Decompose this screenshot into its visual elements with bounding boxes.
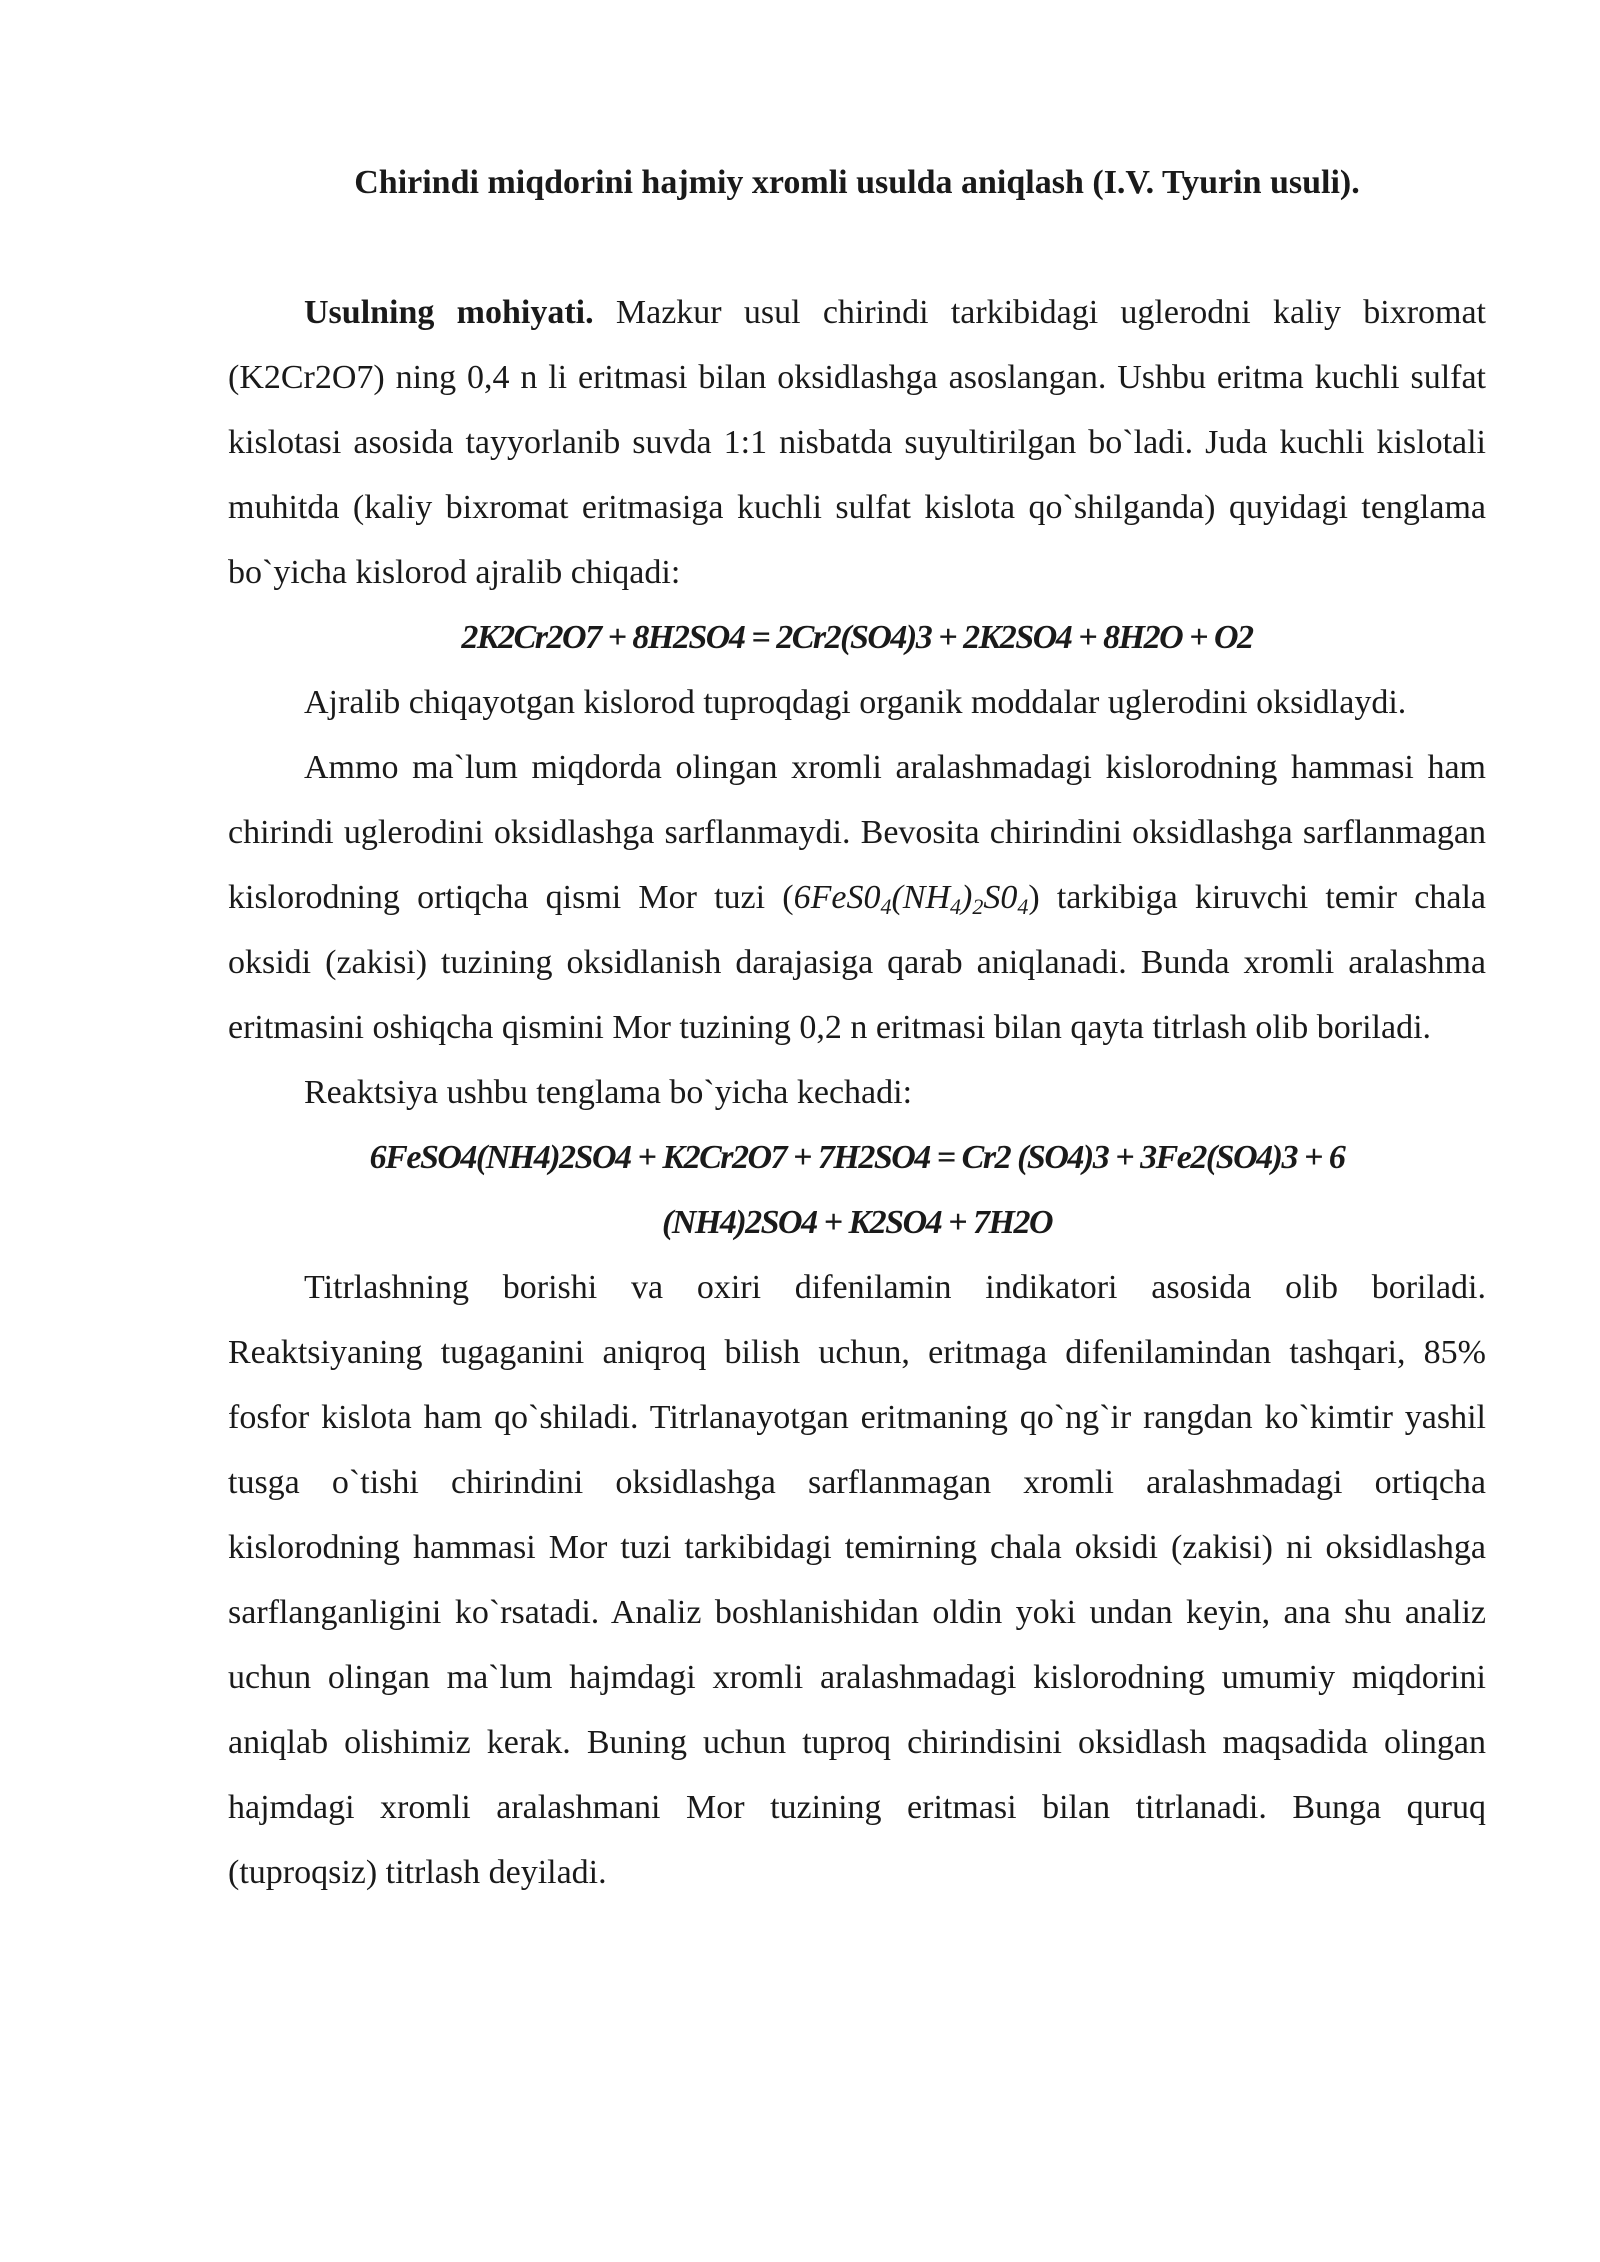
document-title: Chirindi miqdorini hajmiy xromli usulda aniqlash (I.V. Tyurin usuli). [354,164,1360,201]
paragraph-mor-salt [228,735,1486,1060]
paragraph-method-essence [228,280,1486,605]
paragraph-text: Mazkur usul chirindi tarkibidagi uglerodni kaliy bixromat (K2Cr2O7) ning 0,4 n li eritmasi bilan oksidlashga asoslangan. Ushbu eritma kuchli sulfat kislotasi asosida tayyorlanib suvda 1:1 nisbatda suyultirilgan bo`ladi. Juda kuchli kislotali muhitda (kaliy bixromat eritmasiga kuchli sulfat kislota qo`shilganda) quyidagi tenglama bo`yicha kislorod ajralib chiqadi: [228,294,1486,591]
paragraph-lead: Usulning mohiyati. [304,294,594,331]
formula-titration-line-1: 6FeSO4(NH4)2SO4 + K2Cr2O7 + 7H2SO4 = Cr2 (SO4)3 + 3Fe2(SO4)3 + 6 [369,1139,1345,1176]
document-page [228,150,1486,1905]
paragraph-reaction-intro: Reaktsiya ushbu tenglama bo`yicha kechadi: [304,1074,913,1111]
paragraph-titration: Titrlashning borishi va oxiri difenilamin indikatori asosida olib boriladi. Reaktsiyaning tugaganini aniqroq bilish uchun, eritmaga difenilamindan tashqari, 85% fosfor kislota ham qo`shiladi. Titrlanayotgan eritmaning qo`ng`ir rangdan ko`kimtir yashil tusga o`tishi chirindini oksidlashga sarflanmagan xromli aralashmadagi ortiqcha kislorodning hammasi Mor tuzi tarkibidagi temirning chala oksidi (zakisi) ni oksidlashga sarflanganligini ko`rsatadi. Analiz boshlanishidan oldin yoki undan keyin, ana shu analiz uchun olingan ma`lum hajmdagi xromli aralashmadagi kislorodning umumiy miqdorini aniqlab olishimiz kerak. Buning uchun tuproq chirindisini oksidlash maqsadida olingan hajmdagi xromli aralashmani Mor tuzining eritmasi bilan titrlanadi. Bunga quruq (tuproqsiz) titrlash deyiladi. [228,1269,1486,1891]
paragraph-text-after: ) tarkibiga kiruvchi temir chala oksidi (zakisi) tuzining oksidlanish darajasiga qarab aniqlanadi. Bunda xromli aralashma eritmasini oshiqcha qismini Mor tuzining 0,2 n eritmasi bilan qayta titrlash olib boriladi. [228,879,1487,1046]
paragraph-text-before: Ammo ma`lum miqdorda olingan xromli aralashmadagi kislorodning hammasi ham chirindi uglerodini oksidlashga sarflanmaydi. Bevosita chirindini oksidlashga sarflanmagan kislorodning ortiqcha qismi Mor tuzi ( [228,749,1486,916]
mor-salt-formula: $6FeS0_4(NH_4)_2S0_4$ [793,879,1029,919]
formula-dichromate-reaction: 2K2Cr2O7 + 8H2SO4 = 2Cr2(SO4)3 + 2K2SO4 + 8H2O + O2 [461,619,1253,656]
paragraph-oxidation: Ajralib chiqayotgan kislorod tuproqdagi organik moddalar uglerodini oksidlaydi. [304,684,1407,721]
formula-titration-line-2: (NH4)2SO4 + K2SO4 + 7H2O [662,1204,1052,1241]
